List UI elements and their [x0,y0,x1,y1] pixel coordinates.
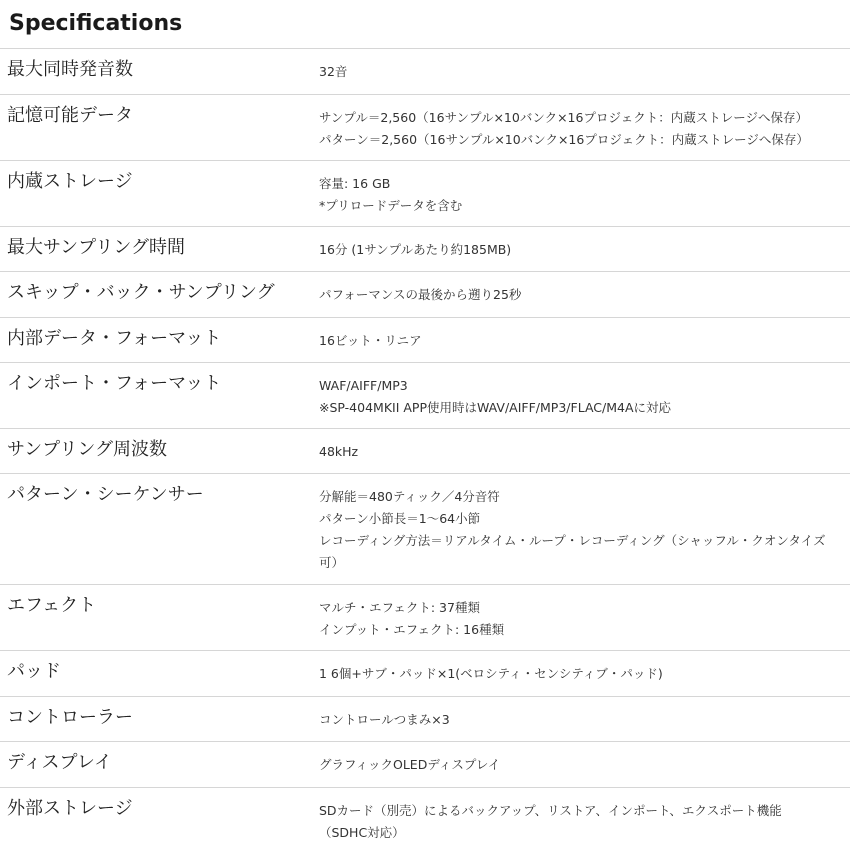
spec-value-line: 48kHz [319,444,359,459]
spec-value [310,788,850,850]
spec-value [310,49,850,94]
spec-label: 最大サンプリング時間 [7,237,186,258]
spec-value-line: 16分 (1サンプルあたり約185MB) [319,242,512,257]
spec-row-polyphony [0,49,850,95]
spec-row-sample-rate [0,429,850,474]
spec-label: 外部ストレージ [7,798,133,819]
spec-value [310,272,850,317]
spec-row-sequencer [0,474,850,585]
spec-value [310,429,850,473]
spec-label: 内部データ・フォーマット [7,328,222,349]
spec-row-skip-back [0,272,850,318]
spec-value-line: 32音 [319,64,348,79]
spec-row-display [0,742,850,788]
spec-label: インポート・フォーマット [7,373,222,394]
spec-value-line: レコーディング方法＝リアルタイム・ループ・レコーディング（シャッフル・クオンタイズ可） [319,533,826,570]
spec-value-line: 分解能＝480ティック／4分音符 [319,489,500,504]
spec-label: 内蔵ストレージ [7,171,133,192]
spec-row-effects [0,585,850,651]
spec-row-sampling-time [0,227,850,272]
spec-value-line: ※SP-404MKII APP使用時はWAV/AIFF/MP3/FLAC/M4Aに対応 [319,400,672,415]
spec-value [310,161,850,226]
spec-value [310,585,850,650]
spec-value-line: パターン＝2,560（16サンプル×10バンク×16プロジェクト：内蔵ストレージへ保存） [319,132,809,147]
spec-value-line: 1 6個+サブ・パッド×1(ベロシティ・センシティブ・パッド) [319,666,663,681]
spec-label: ディスプレイ [7,752,112,773]
spec-label: 記憶可能データ [7,105,133,126]
spec-value-line: 容量: 16 GB [319,176,391,191]
spec-value [310,697,850,741]
spec-table [0,48,850,850]
spec-label: サンプリング周波数 [7,439,168,460]
spec-label: エフェクト [7,595,97,616]
spec-row-data-format [0,318,850,363]
spec-row-pads [0,651,850,697]
spec-value-line: インプット・エフェクト: 16種類 [319,622,505,637]
spec-value-line: WAF/AIFF/MP3 [319,378,408,393]
spec-value-line: グラフィックOLEDディスプレイ [319,757,501,772]
spec-value [310,227,850,271]
spec-row-controllers [0,697,850,742]
spec-row-memory [0,95,850,161]
spec-value-line: *プリロードデータを含む [319,198,463,213]
spec-row-external-storage [0,788,850,850]
spec-value-line: パターン小節長＝1〜64小節 [319,511,481,526]
spec-label: スキップ・バック・サンプリング [7,282,275,303]
spec-value-line: コントロールつまみ×3 [319,712,450,727]
spec-label: コントローラー [7,707,133,728]
spec-label: パターン・シーケンサー [7,484,204,505]
spec-value [310,95,850,160]
spec-value-line: 16ビット・リニア [319,333,422,348]
spec-value [310,474,850,584]
spec-label: 最大同時発音数 [7,59,133,80]
spec-value [310,363,850,428]
spec-value [310,651,850,696]
spec-value [310,318,850,362]
spec-value-line: マルチ・エフェクト: 37種類 [319,600,480,615]
page-title: Specifications [9,11,183,36]
spec-value [310,742,850,787]
spec-row-storage [0,161,850,227]
spec-value-line: SDカード（別売）によるバックアップ、リストア、インポート、エクスポート機能（SDHC対応） [319,803,782,840]
spec-row-import-format [0,363,850,429]
spec-label: パッド [7,661,61,682]
spec-value-line: サンプル＝2,560（16サンプル×10バンク×16プロジェクト：内蔵ストレージへ保存） [319,110,808,125]
spec-value-line: パフォーマンスの最後から遡り25秒 [319,287,522,302]
